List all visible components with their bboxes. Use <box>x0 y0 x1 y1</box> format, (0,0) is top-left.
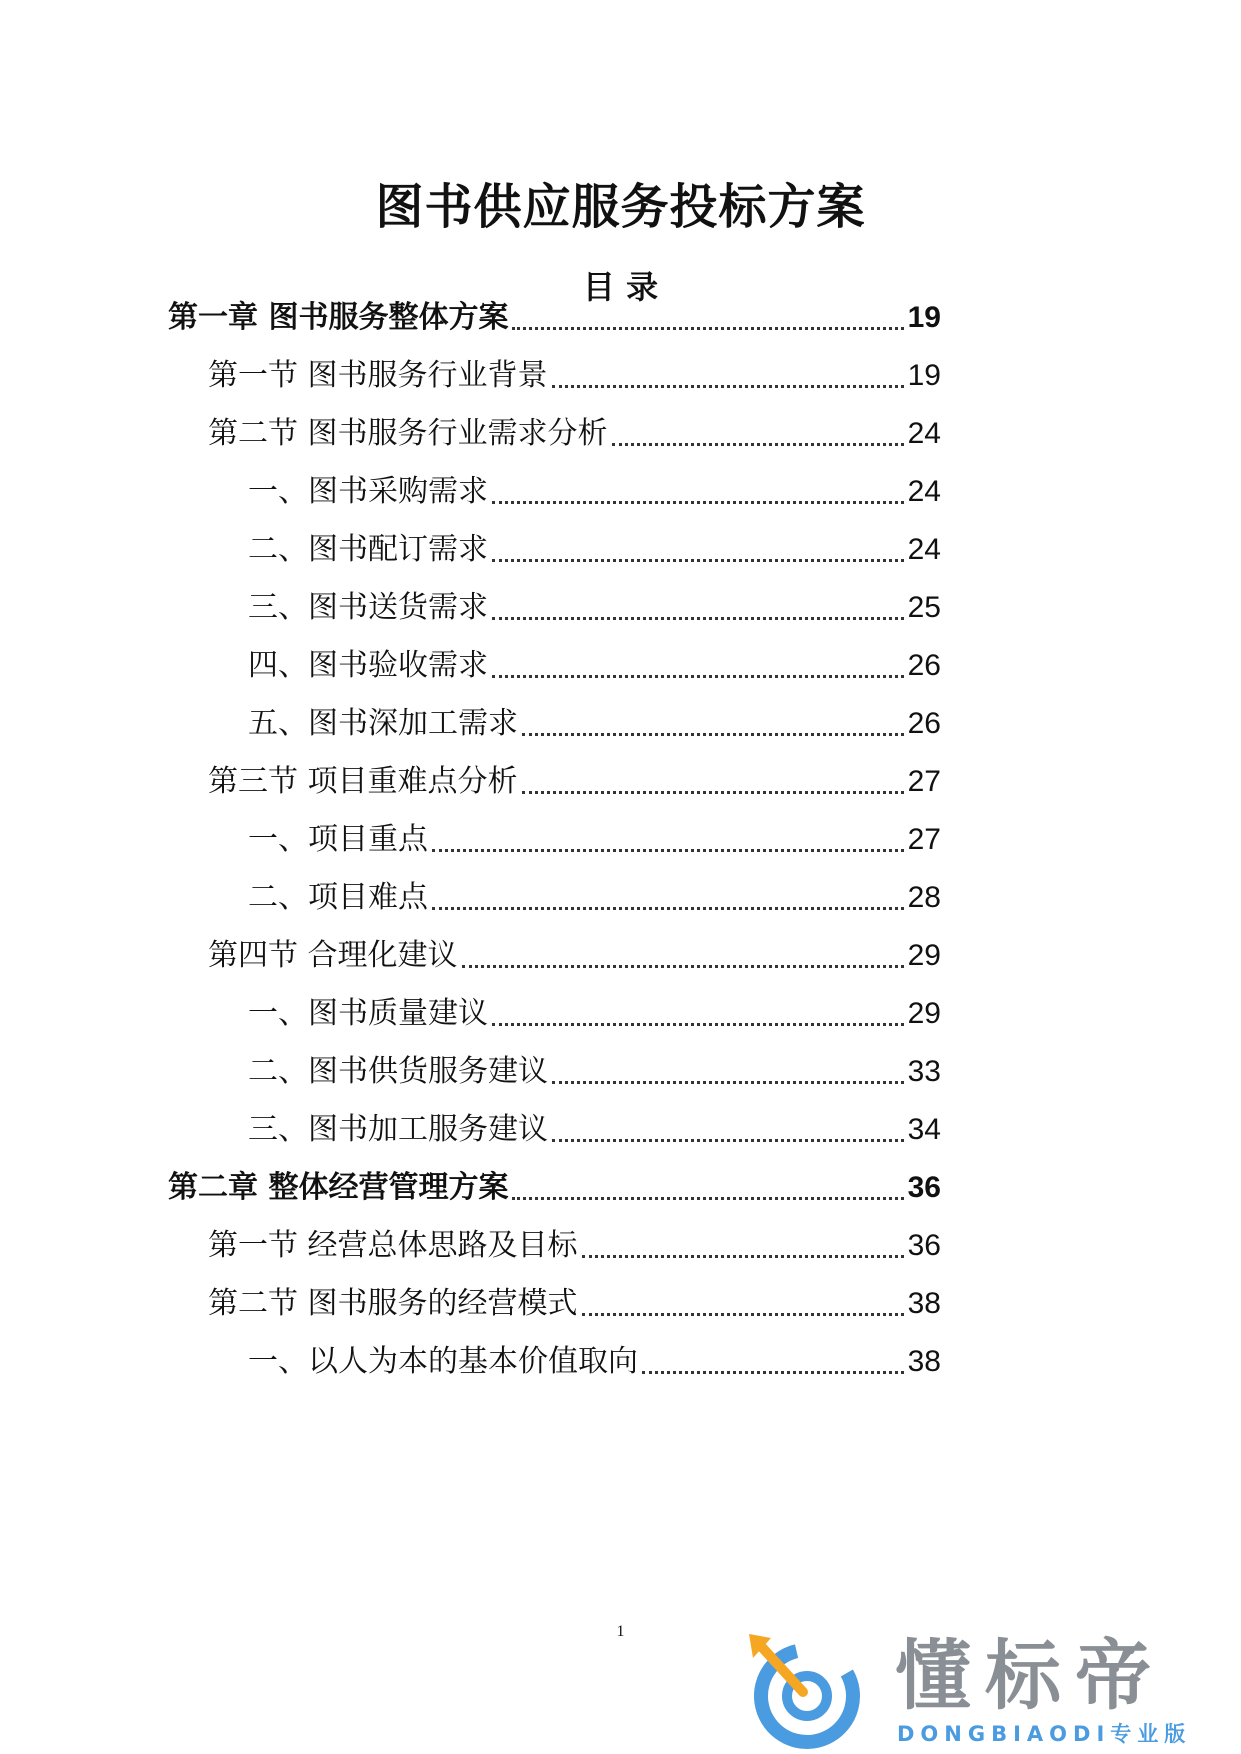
toc-entry[interactable] <box>208 1274 941 1324</box>
toc-entry-page: 25 <box>907 591 941 624</box>
toc-entry[interactable] <box>248 694 941 744</box>
toc-leader-dots <box>512 327 903 330</box>
toc-leader-dots <box>552 1139 904 1142</box>
toc-entry-label: 二、图书配订需求 <box>248 532 488 567</box>
toc-entry-page: 33 <box>907 1055 941 1088</box>
toc-entry[interactable] <box>248 1100 941 1150</box>
toc-leader-dots <box>432 907 904 910</box>
toc-leader-dots <box>522 791 904 794</box>
toc-entry[interactable] <box>208 926 941 976</box>
toc-entry-page: 19 <box>907 301 941 334</box>
toc-entry[interactable] <box>208 404 941 454</box>
toc-entry-page: 34 <box>907 1113 941 1146</box>
toc-entry-label: 一、项目重点 <box>248 822 428 857</box>
watermark-logo <box>745 1632 1235 1750</box>
toc-entry-label: 第一节 经营总体思路及目标 <box>208 1228 578 1263</box>
toc-entry-label: 一、图书采购需求 <box>248 474 488 509</box>
toc-entry-label: 第二节 图书服务行业需求分析 <box>208 416 608 451</box>
toc-entry-label: 第四节 合理化建议 <box>208 938 458 973</box>
toc-entry-label: 三、图书加工服务建议 <box>248 1112 548 1147</box>
watermark-subtitle: DONGBIAODI专业版 <box>897 1722 1192 1746</box>
toc-entry[interactable] <box>248 984 941 1034</box>
toc-entry-label: 一、以人为本的基本价值取向 <box>248 1344 638 1379</box>
toc-entry[interactable] <box>208 346 941 396</box>
toc-entry-page: 24 <box>907 475 941 508</box>
toc-entry[interactable] <box>168 288 941 338</box>
toc-entry-page: 26 <box>907 649 941 682</box>
toc-leader-dots <box>522 733 904 736</box>
toc-entry-page: 36 <box>907 1229 941 1262</box>
toc-leader-dots <box>492 501 904 504</box>
toc-entry[interactable] <box>248 810 941 860</box>
toc-entry-label: 一、图书质量建议 <box>248 996 488 1031</box>
toc-entry-label: 四、图书验收需求 <box>248 648 488 683</box>
toc-leader-dots <box>582 1255 904 1258</box>
toc-entry[interactable] <box>248 868 941 918</box>
toc-entry-page: 26 <box>907 707 941 740</box>
toc-leader-dots <box>492 675 904 678</box>
toc-leader-dots <box>432 849 904 852</box>
toc-entry[interactable] <box>208 1216 941 1266</box>
toc-entry[interactable] <box>248 1332 941 1382</box>
target-arrow-icon <box>745 1634 865 1750</box>
toc-entry-page: 28 <box>907 881 941 914</box>
toc-entry-label: 二、图书供货服务建议 <box>248 1054 548 1089</box>
toc-entry-label: 第二节 图书服务的经营模式 <box>208 1286 578 1321</box>
toc-entry-page: 29 <box>907 997 941 1030</box>
toc-leader-dots <box>512 1197 903 1200</box>
toc-entry-page: 29 <box>907 939 941 972</box>
toc-entry[interactable] <box>248 1042 941 1092</box>
toc-leader-dots <box>552 385 904 388</box>
toc-entry-label: 五、图书深加工需求 <box>248 706 518 741</box>
toc-entry-page: 38 <box>907 1287 941 1320</box>
toc-entry[interactable] <box>168 1158 941 1208</box>
toc-entry-label: 第一节 图书服务行业背景 <box>208 358 548 393</box>
toc-entry-label: 第二章 整体经营管理方案 <box>168 1170 509 1205</box>
toc-leader-dots <box>552 1081 904 1084</box>
toc-entry-label: 二、项目难点 <box>248 880 428 915</box>
toc-leader-dots <box>582 1313 904 1316</box>
watermark-brand: 懂标帝 <box>895 1631 1165 1720</box>
toc-leader-dots <box>492 1023 904 1026</box>
page-number: 1 <box>616 1623 625 1640</box>
toc-entry-page: 38 <box>907 1345 941 1378</box>
toc-entry-label: 三、图书送货需求 <box>248 590 488 625</box>
toc-leader-dots <box>462 965 904 968</box>
toc-entry-page: 24 <box>907 417 941 450</box>
toc-entry[interactable] <box>248 520 941 570</box>
toc-entry-page: 19 <box>907 359 941 392</box>
toc-leader-dots <box>492 559 904 562</box>
toc-leader-dots <box>612 443 904 446</box>
toc-leader-dots <box>492 617 904 620</box>
toc-entry-label: 第一章 图书服务整体方案 <box>168 300 509 335</box>
toc-entry-label: 第三节 项目重难点分析 <box>208 764 518 799</box>
toc-leader-dots <box>642 1371 904 1374</box>
toc-entry[interactable] <box>208 752 941 802</box>
toc-entry[interactable] <box>248 636 941 686</box>
document-title: 图书供应服务投标方案 <box>375 179 866 235</box>
toc-entry-page: 27 <box>907 823 941 856</box>
toc-entry[interactable] <box>248 462 941 512</box>
toc-entry-page: 36 <box>907 1171 941 1204</box>
toc-entry-page: 24 <box>907 533 941 566</box>
toc-heading: 目 录 <box>582 268 659 306</box>
toc-entry[interactable] <box>248 578 941 628</box>
toc-entry-page: 27 <box>907 765 941 798</box>
